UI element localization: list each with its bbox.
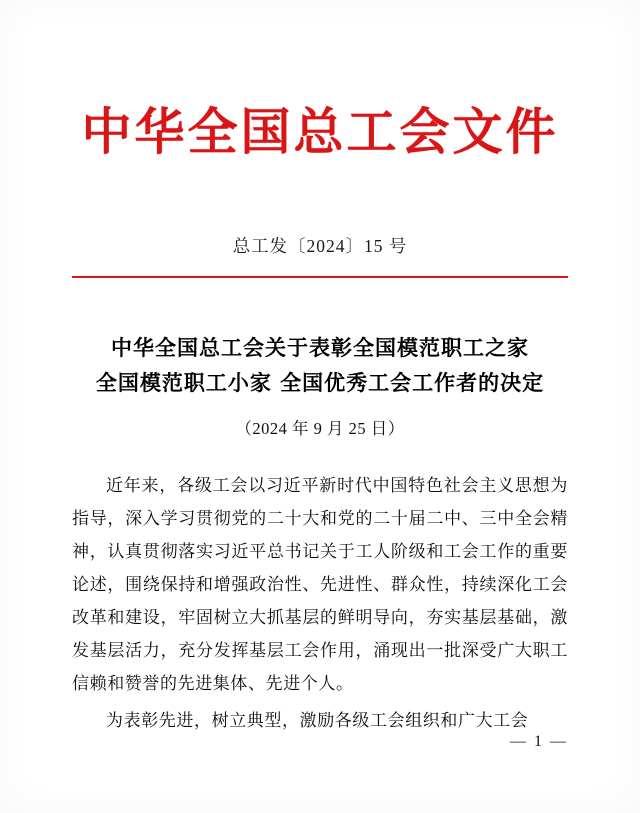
document-masthead-title: 中华全国总工会文件 <box>81 102 559 161</box>
paragraph-2: 为表彰先进，树立典型，激励各级工会组织和广大工会 <box>106 710 529 730</box>
page-number: — 1 — <box>510 733 568 750</box>
document-title-line-1: 中华全国总工会关于表彰全国模范职工之家 <box>111 334 529 360</box>
document-number: 总工发〔2024〕15 号 <box>232 235 408 256</box>
document-date: （2024 年 9 月 25 日） <box>235 418 405 438</box>
document-content <box>72 469 568 737</box>
paragraph-1: 近年来，各级工会以习近平新时代中国特色社会主义思想为指导，深入学习贯彻党的二十大和党的二十届二中、三中全会精神，认真贯彻落实习近平总书记关于工人阶级和工会工作的重要论述，围绕保持和增强政治性、先进性、群众性，持续深化工会改革和建设，牢固树立大抓基层的鲜明导向，夯实基层基础，激发基层活力，充分发挥基层工会作用，涌现出一批深受广大职工信赖和赞誉的先进集体、先进个人。 <box>72 475 568 693</box>
document-title-block <box>72 330 568 401</box>
red-divider-rule <box>72 276 568 278</box>
document-title-line-2: 全国模范职工小家 全国优秀工会工作者的决定 <box>95 370 545 396</box>
